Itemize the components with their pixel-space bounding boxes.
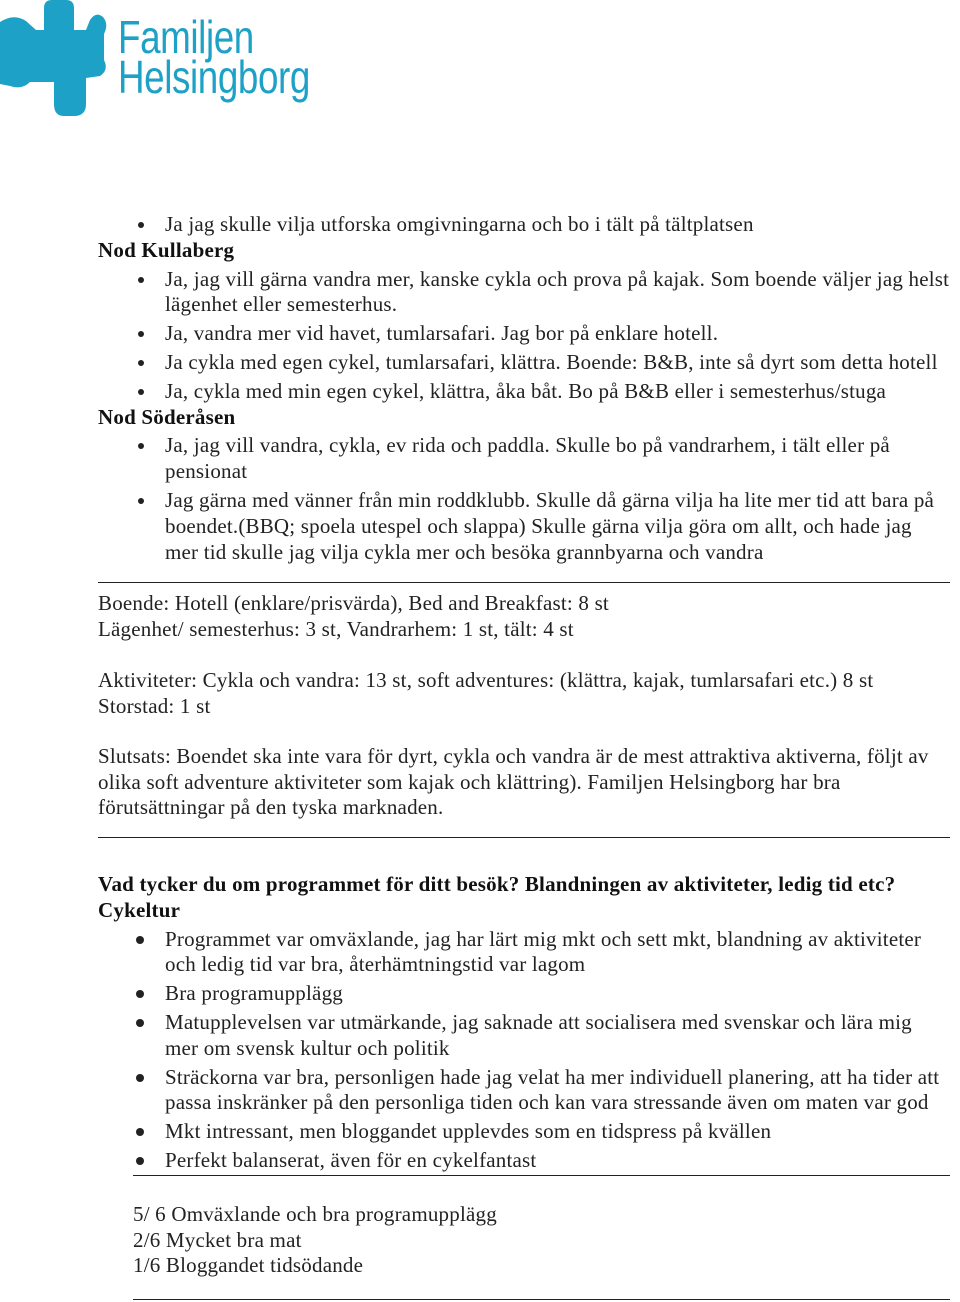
answer-line: och ledig tid var bra, återhämtningstid var lagom <box>165 952 586 977</box>
tally-line: 1/6 Bloggandet tidsödande <box>133 1253 364 1277</box>
survey-responses <box>98 212 949 565</box>
list-item <box>98 379 949 405</box>
summary-line: Aktiviteter: Cykla och vandra: 13 st, soft adventures: (klättra, kajak, tumlarsafari etc.) 8 st <box>98 668 874 692</box>
node-heading-soderasen: Nod Söderåsen <box>98 404 236 429</box>
list-item-line: Jag gärna med vänner från min roddklubb. Skulle då gärna vilja ha lite mer tid att bara på <box>165 487 935 512</box>
summary-line: Slutsats: Boendet ska inte vara för dyrt, cykla och vandra är de mest attraktiva aktiverna, följt av <box>98 744 929 768</box>
question-heading: Vad tycker du om programmet för ditt besök? Blandningen av aktiviteter, ledig tid etc? <box>98 872 896 896</box>
list-item <box>98 321 949 347</box>
list-item-line: Ja jag skulle vilja utforska omgivningarna och bo i tält på tältplatsen <box>165 212 754 236</box>
answer-item <box>98 981 939 1007</box>
node-heading-kullaberg: Nod Kullaberg <box>98 237 235 262</box>
answer-item <box>98 1010 939 1062</box>
list-item <box>98 350 949 376</box>
summary-line: olika soft adventure aktiviteter som kajak och klättring). Familjen Helsingborg har bra <box>98 769 841 794</box>
summary-activities <box>98 667 873 719</box>
summary-conclusion <box>98 744 929 821</box>
list-item-line: Ja, cykla med min egen cykel, klättra, åka båt. Bo på B&B eller i semesterhus/stuga <box>165 378 887 403</box>
horizontal-rule <box>98 582 950 583</box>
answer-line: mer om svensk kultur och politik <box>165 1035 450 1060</box>
answer-item <box>98 1065 939 1117</box>
tally-line: 5/ 6 Omväxlande och bra programupplägg <box>133 1202 497 1226</box>
list-item <box>98 488 949 565</box>
answer-line: Programmet var omväxlande, jag har lärt mig mkt och sett mkt, blandning av aktiviteter <box>165 926 922 951</box>
list-item <box>98 267 949 319</box>
logo-wordmark-familjen: Familjen <box>118 11 254 63</box>
list-item-line: mer tid skulle jag vilja cykla mer och besöka grannbyarna och vandra <box>165 539 764 564</box>
summary-line: Boende: Hotell (enklare/prisvärda), Bed and Breakfast: 8 st <box>98 591 609 615</box>
summary-line: Lägenhet/ semesterhus: 3 st, Vandrarhem: 1 st, tält: 4 st <box>98 617 574 641</box>
answer-line: Sträckorna var bra, personligen hade jag velat ha mer individuell planering, att ha tider att <box>165 1064 940 1089</box>
answer-line: passa inskränker på den personliga tiden och kan vara stressande även om maten var god <box>165 1090 929 1115</box>
answer-line: Matupplevelsen var utmärkande, jag saknade att socialisera med svenskar och lära mig <box>165 1009 912 1034</box>
list-item-line: lägenhet eller semesterhus. <box>165 292 398 317</box>
answer-tally <box>133 1202 497 1279</box>
answer-item <box>98 927 939 979</box>
list-item-line: Ja cykla med egen cykel, tumlarsafari, klättra. Boende: B&B, inte så dyrt som detta hotell <box>165 349 938 374</box>
answer-line: Bra programupplägg <box>165 981 343 1006</box>
logo-wordmark-helsingborg: Helsingborg <box>118 51 310 103</box>
answer-item <box>98 1148 939 1174</box>
summary-accommodation <box>98 590 609 642</box>
horizontal-rule <box>98 837 950 838</box>
answer-line: Perfekt balanserat, även för en cykelfantast <box>165 1147 537 1172</box>
puzzle-logo-icon <box>0 0 112 118</box>
question-section <box>98 872 939 1174</box>
list-item-line: boendet.(BBQ; spoela utespel och slappa) Skulle gärna vilja göra om allt, och hade jag <box>165 513 912 538</box>
horizontal-rule <box>133 1175 950 1176</box>
list-item-line: Ja, jag vill vandra, cykla, ev rida och paddla. Skulle bo på vandrarhem, i tält eller på <box>165 433 890 458</box>
list-item <box>98 433 949 485</box>
summary-line: förutsättningar på den tyska marknaden. <box>98 795 444 819</box>
answer-line: Mkt intressant, men bloggandet upplevdes som en tidspress på kvällen <box>165 1119 772 1144</box>
horizontal-rule <box>133 1299 950 1300</box>
list-item-line: Ja, jag vill gärna vandra mer, kanske cykla och prova på kajak. Som boende väljer jag helst <box>165 266 950 291</box>
tally-line: 2/6 Mycket bra mat <box>133 1227 302 1252</box>
list-item-line: Ja, vandra mer vid havet, tumlarsafari. Jag bor på enklare hotell. <box>165 321 719 346</box>
answer-item <box>98 1119 939 1145</box>
list-item <box>98 212 949 238</box>
list-item-line: pensionat <box>165 459 248 484</box>
group-heading-cykeltur: Cykeltur <box>98 897 181 922</box>
summary-line: Storstad: 1 st <box>98 694 211 718</box>
